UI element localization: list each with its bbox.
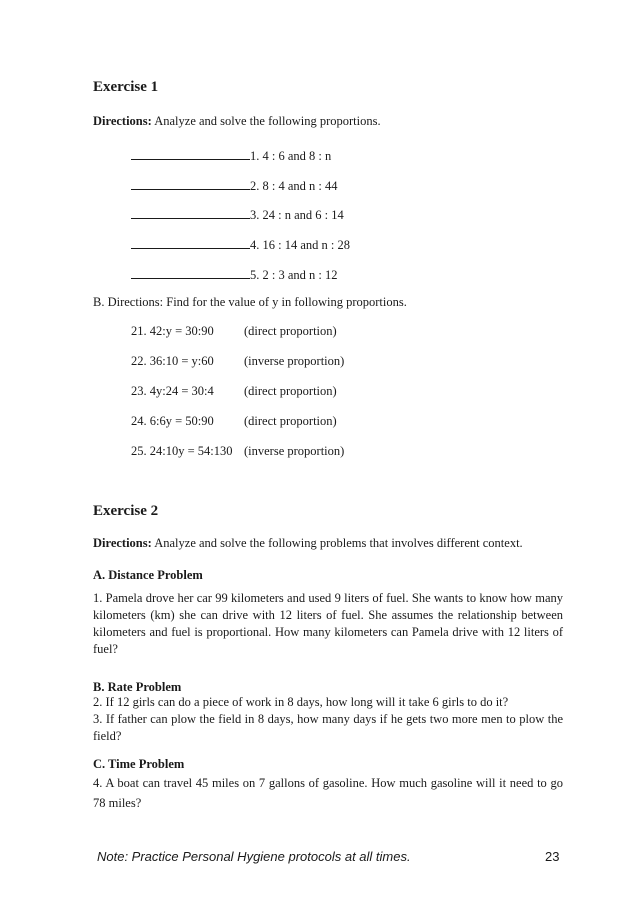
section-b-directions: B. Directions: Find for the value of y in following proportions. (93, 295, 407, 309)
distance-problem-text: 1. Pamela drove her car 99 kilometers and used 9 liters of fuel. She wants to know how many kilometers (km) she can drive with 12 liters of fuel. She assumes the relationship between kilometers and fuel is proportional. How many kilometers can Pamela drive with 12 liters of fuel? (93, 591, 563, 656)
proportion-type: (direct proportion) (244, 384, 337, 398)
proportion-item-4 (131, 238, 350, 252)
answer-blank (131, 179, 250, 190)
item-text: 1. 4 : 6 and 8 : n (250, 149, 332, 163)
rate-problem-heading: B. Rate Problem (93, 680, 182, 694)
equation: 22. 36:10 = y:60 (131, 354, 214, 368)
b-item-23 (131, 385, 337, 398)
directions-label: Directions: (93, 114, 152, 128)
proportion-type: (direct proportion) (244, 414, 337, 428)
equation: 24. 6:6y = 50:90 (131, 414, 214, 428)
item-text: 3. 24 : n and 6 : 14 (250, 208, 344, 222)
proportion-item-2 (131, 179, 338, 193)
exercise2-title: Exercise 2 (93, 503, 159, 519)
proportion-item-5 (131, 268, 338, 282)
b-item-21 (131, 325, 337, 338)
proportion-item-1 (131, 149, 331, 163)
answer-blank (131, 238, 250, 249)
directions-label: Directions: (93, 536, 152, 550)
time-problem-heading: C. Time Problem (93, 757, 185, 771)
exercise2-directions (93, 537, 523, 550)
b-item-22 (131, 355, 344, 368)
proportion-item-3 (131, 208, 344, 222)
proportion-type: (inverse proportion) (244, 444, 345, 458)
equation: 25. 24:10y = 54:130 (131, 444, 233, 458)
answer-blank (131, 208, 250, 219)
footer-note: Note: Practice Personal Hygiene protocols at all times. (97, 849, 411, 864)
page-number: 23 (545, 849, 560, 864)
item-text: 2. 8 : 4 and n : 44 (250, 179, 338, 193)
answer-blank (131, 268, 250, 279)
exercise1-directions (93, 115, 381, 128)
rate-problem-text-1: 2. If 12 girls can do a piece of work in 8 days, how long will it take 6 girls to do it? (93, 695, 509, 709)
proportion-type: (direct proportion) (244, 324, 337, 338)
exercise1-title: Exercise 1 (93, 79, 159, 95)
b-item-24 (131, 415, 337, 428)
rate-problem-text-2: 3. If father can plow the field in 8 days, how many days if he gets two more men to plow the field? (93, 712, 563, 743)
time-problem-text: 4. A boat can travel 45 miles on 7 gallons of gasoline. How much gasoline will it need to go 78 miles? (93, 776, 563, 810)
directions-text: Analyze and solve the following problems that involves different context. (154, 536, 523, 550)
distance-problem-heading: A. Distance Problem (93, 568, 203, 582)
answer-blank (131, 149, 250, 160)
b-item-25 (131, 445, 344, 458)
equation: 23. 4y:24 = 30:4 (131, 384, 214, 398)
directions-text: Analyze and solve the following proportions. (154, 114, 381, 128)
item-text: 4. 16 : 14 and n : 28 (250, 238, 350, 252)
item-text: 5. 2 : 3 and n : 12 (250, 268, 338, 282)
equation: 21. 42:y = 30:90 (131, 324, 214, 338)
proportion-type: (inverse proportion) (244, 354, 345, 368)
